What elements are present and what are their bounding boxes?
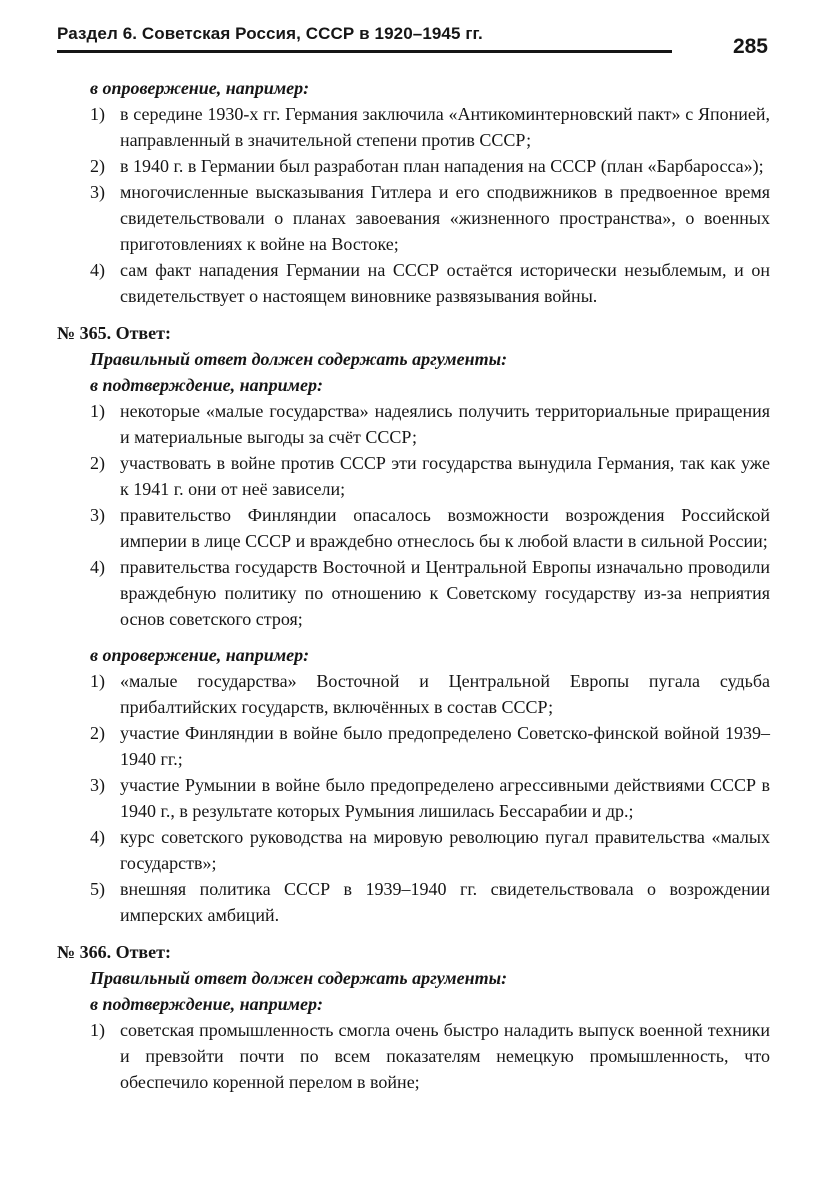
item-text: участие Румынии в войне было предопределено агрессивными действиями СССР в 1940 г., в результате которых Румыния лишилась Бессарабии и др.; [120,775,770,821]
list-item [90,502,770,554]
item-number: 4) [90,827,105,847]
answer-section-365 [57,320,770,928]
item-number: 2) [90,723,105,743]
list-item [90,101,770,153]
item-number: 5) [90,879,105,899]
item-text: сам факт нападения Германии на СССР остаётся исторически незыблемым, и он свидетельствует о настоящем виновнике развязывания войны. [120,260,770,306]
page-content [57,75,770,1095]
list-item [90,450,770,502]
subheading-confirmation: в подтверждение, например: [90,994,323,1014]
section-title: Раздел 6. Советская Россия, СССР в 1920–1945 гг. [57,24,483,43]
item-number: 3) [90,505,105,525]
answer-section-366 [57,939,770,1095]
item-text: курс советского руководства на мировую революцию пугал правительства «малых государств»; [120,827,770,873]
list-item [90,876,770,928]
item-text: внешняя политика СССР в 1939–1940 гг. свидетельствовала о возрождении имперских амбиций. [120,879,770,925]
item-text: советская промышленность смогла очень быстро наладить выпуск военной техники и превзойти почти по всем показателям немецкую промышленность, что обеспечило коренной перелом в войне; [120,1020,770,1092]
item-number: 4) [90,260,105,280]
list-item [90,772,770,824]
subheading-rebuttal: в опровержение, например: [90,78,310,98]
item-number: 1) [90,104,105,124]
subheading-requirement: Правильный ответ должен содержать аргументы: [90,968,508,988]
list-item [90,824,770,876]
list-item [90,257,770,309]
item-text: правительство Финляндии опасалось возможности возрождения Российской империи в лице СССР и враждебно отнеслось бы к любой власти в сильной России; [120,505,770,551]
list-item [90,668,770,720]
list-item [90,1017,770,1095]
list-item [90,179,770,257]
item-text: в 1940 г. в Германии был разработан план нападения на СССР (план «Барбаросса»); [120,156,764,176]
list-item [90,720,770,772]
item-number: 1) [90,1020,105,1040]
item-text: участвовать в войне против СССР эти государства вынудила Германия, так как уже к 1941 г. они от неё зависели; [120,453,770,499]
list-item [90,554,770,632]
item-number: 3) [90,775,105,795]
answer-heading: № 365. Ответ: [57,323,171,343]
list-item [90,153,770,179]
item-number: 2) [90,156,105,176]
subheading-rebuttal: в опровержение, например: [90,645,310,665]
answer-section-continuation [57,75,770,309]
item-number: 1) [90,401,105,421]
item-number: 2) [90,453,105,473]
running-header [57,24,770,58]
item-text: правительства государств Восточной и Центральной Европы изначально проводили враждебную политику по отношению к Советскому государству из-за неприятия основ советского строя; [120,557,770,629]
header-rule [57,50,672,53]
item-number: 1) [90,671,105,691]
subheading-confirmation: в подтверждение, например: [90,375,323,395]
list-item [90,398,770,450]
item-number: 3) [90,182,105,202]
item-text: участие Финляндии в войне было предопределено Советско-финской войной 1939–1940 гг.; [120,723,770,769]
subheading-requirement: Правильный ответ должен содержать аргументы: [90,349,508,369]
item-text: «малые государства» Восточной и Центральной Европы пугала судьба прибалтийских государств, включённых в состав СССР; [120,671,770,717]
item-text: некоторые «малые государства» надеялись получить территориальные приращения и материальные выгоды за счёт СССР; [120,401,770,447]
item-number: 4) [90,557,105,577]
page-number: 285 [732,35,768,58]
item-text: в середине 1930-х гг. Германия заключила «Антикоминтерновский пакт» с Японией, направленный в значительной степени против СССР; [120,104,770,150]
item-text: многочисленные высказывания Гитлера и его сподвижников в предвоенное время свидетельствовали о планах завоевания «жизненного пространства», о военных приготовлениях к войне на Востоке; [120,182,770,254]
answer-heading: № 366. Ответ: [57,942,171,962]
